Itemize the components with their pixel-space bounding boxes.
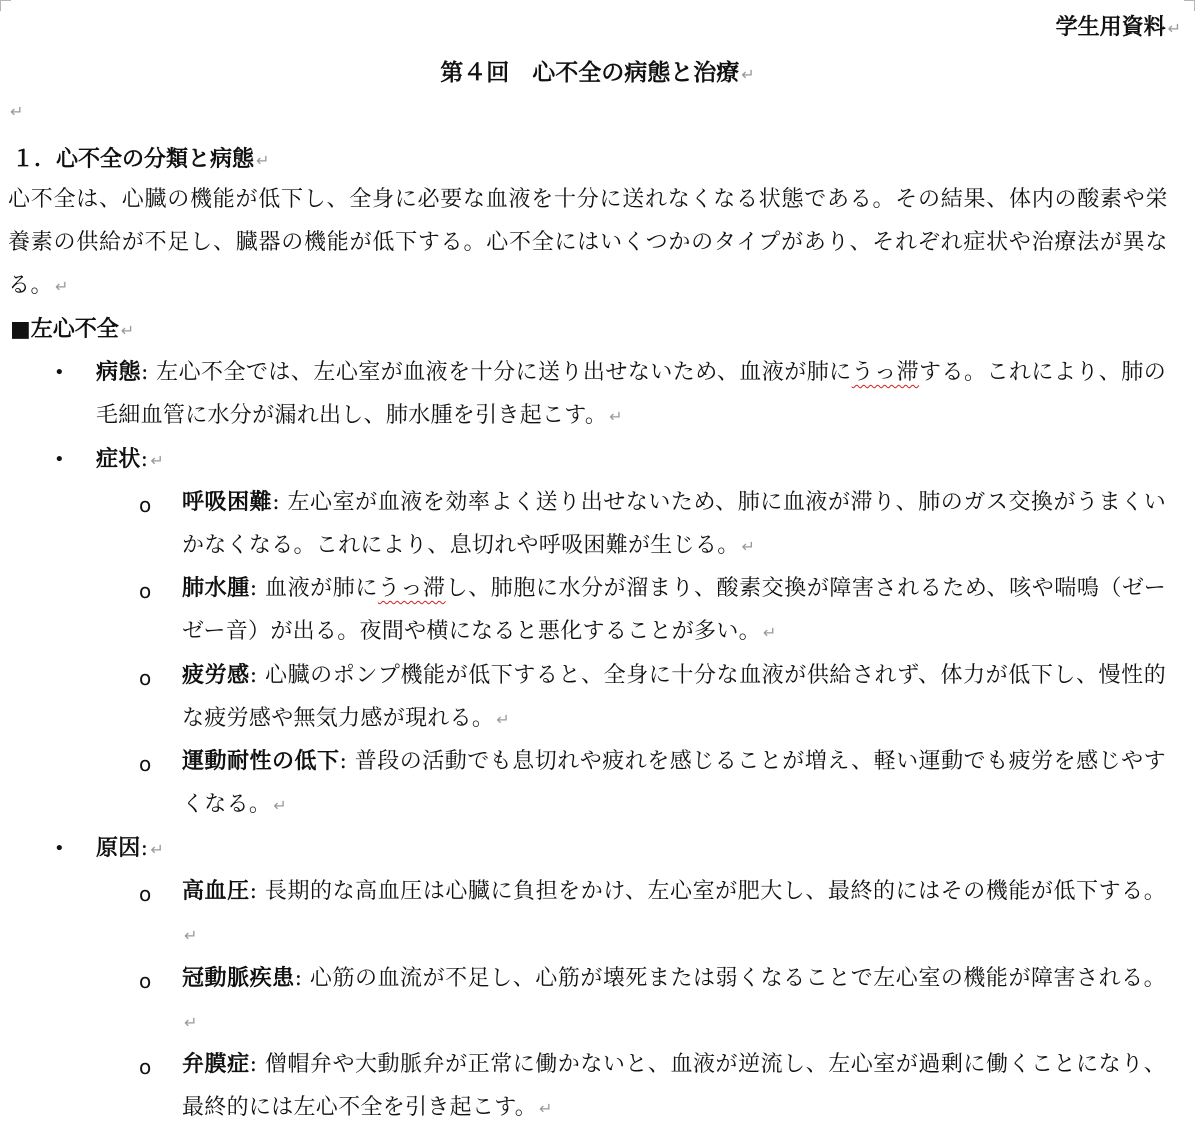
item-term: 疲労感 [182,662,250,688]
intro-paragraph[interactable]: 心不全は、心臓の機能が低下し、全身に必要な血液を十分に送れなくなる状態である。その結果、体内の酸素や栄養素の供給が不足し、臓器の機能が低下する。心不全にはいくつかのタイプがあり、それぞれ症状や治療法が異なる。 ↵ [8,187,1168,298]
paragraph-mark: ↵ [539,1099,553,1118]
spellcheck-flag[interactable]: うっ滞 [377,576,446,601]
symptom-item[interactable]: 肺水腫: 血液が肺にうっ滞し、肺胞に水分が溜まり、酸素交換が障害されるため、咳や喘鳴（ゼーゼー音）が出る。夜間や横になると悪化することが多い。 ↵ [182,575,1166,644]
pathology-item[interactable]: 病態: 左心不全では、左心室が血液を十分に送り出せないため、血液が肺にうっ滞する。これにより、肺の毛細血管に水分が漏れ出し、肺水腫を引き起こす。 ↵ [96,359,1166,428]
paragraph-mark: ↵ [256,151,270,170]
item-term: 肺水腫 [182,575,250,601]
item-term: 冠動脈疾患 [182,965,295,991]
symptoms-heading[interactable]: 症状: ↵ [96,446,165,472]
empty-paragraph[interactable] [8,102,23,121]
paragraph-mark: ↵ [184,926,198,945]
header-label[interactable]: 学生用資料 ↵ [1055,14,1181,40]
paragraph-mark: ↵ [762,623,777,642]
cause-item[interactable]: 高血圧: 長期的な高血圧は心臓に負担をかけ、左心室が肥大し、最終的にはその機能が低下する。↵ [182,878,1166,945]
symptom-item[interactable]: 疲労感: 心臓のポンプ機能が低下すると、全身に十分な血液が供給されず、体力が低下し、慢性的な疲労感や無気力感が現れる。 ↵ [182,662,1166,731]
document-title[interactable]: 第４回 心不全の病態と治療 ↵ [440,59,755,86]
cause-item[interactable]: 弁膜症: 僧帽弁や大動脈弁が正常に働かないと、血液が逆流し、左心室が過剰に働くことになり、最終的には左心不全を引き起こす。 ↵ [182,1051,1166,1120]
bullet: • [54,449,65,470]
paragraph-mark: ↵ [496,710,510,729]
item-term: 運動耐性の低下 [182,748,340,774]
paragraph-mark: ↵ [741,65,755,84]
item-term: 症状 [96,446,141,472]
paragraph-mark: ↵ [150,840,165,859]
item-term: 高血圧 [182,878,250,904]
sub-bullet: o [139,969,152,993]
page-corner-mark [1184,0,1195,11]
paragraph-mark: ↵ [273,796,287,815]
sub-bullet: o [139,579,152,603]
spellcheck-flag[interactable]: うっ滞 [851,360,920,385]
symptom-item[interactable]: 運動耐性の低下: 普段の活動でも息切れや疲れを感じることが増え、軽い運動でも疲労を感じやすくなる。 ↵ [182,748,1166,817]
paragraph-mark: ↵ [55,277,69,296]
left-heart-failure-heading[interactable]: ■左心不全 ↵ [10,316,135,342]
item-term: 弁膜症 [182,1051,250,1077]
item-term: 病態 [96,359,141,385]
sub-bullet: o [139,1055,152,1079]
causes-heading[interactable]: 原因: ↵ [96,835,165,861]
paragraph-mark: ↵ [150,451,165,470]
cause-item[interactable]: 冠動脈疾患: 心筋の血流が不足し、心筋が壊死または弱くなることで左心室の機能が障害される。↵ [182,965,1166,1032]
section-heading[interactable]: １．心不全の分類と病態 ↵ [12,146,270,172]
page-corner-mark [0,0,11,11]
item-term: 原因 [96,835,141,861]
paragraph-mark: ↵ [1167,19,1181,38]
bullet: • [54,838,65,859]
symptom-item[interactable]: 呼吸困難: 左心室が血液を効率よく送り出せないため、肺に血液が滞り、肺のガス交換がうまくいかなくなる。これにより、息切れや呼吸困難が生じる。 ↵ [182,489,1167,558]
paragraph-mark: ↵ [184,1013,198,1032]
paragraph-mark: ↵ [10,102,24,121]
sub-bullet: o [139,493,152,517]
bullet: • [54,362,65,383]
paragraph-mark: ↵ [120,321,135,340]
paragraph-mark: ↵ [609,407,623,426]
sub-bullet: o [139,752,152,776]
item-term: 呼吸困難 [182,489,273,515]
sub-bullet: o [139,882,152,906]
paragraph-mark: ↵ [741,537,756,556]
sub-bullet: o [139,666,152,690]
